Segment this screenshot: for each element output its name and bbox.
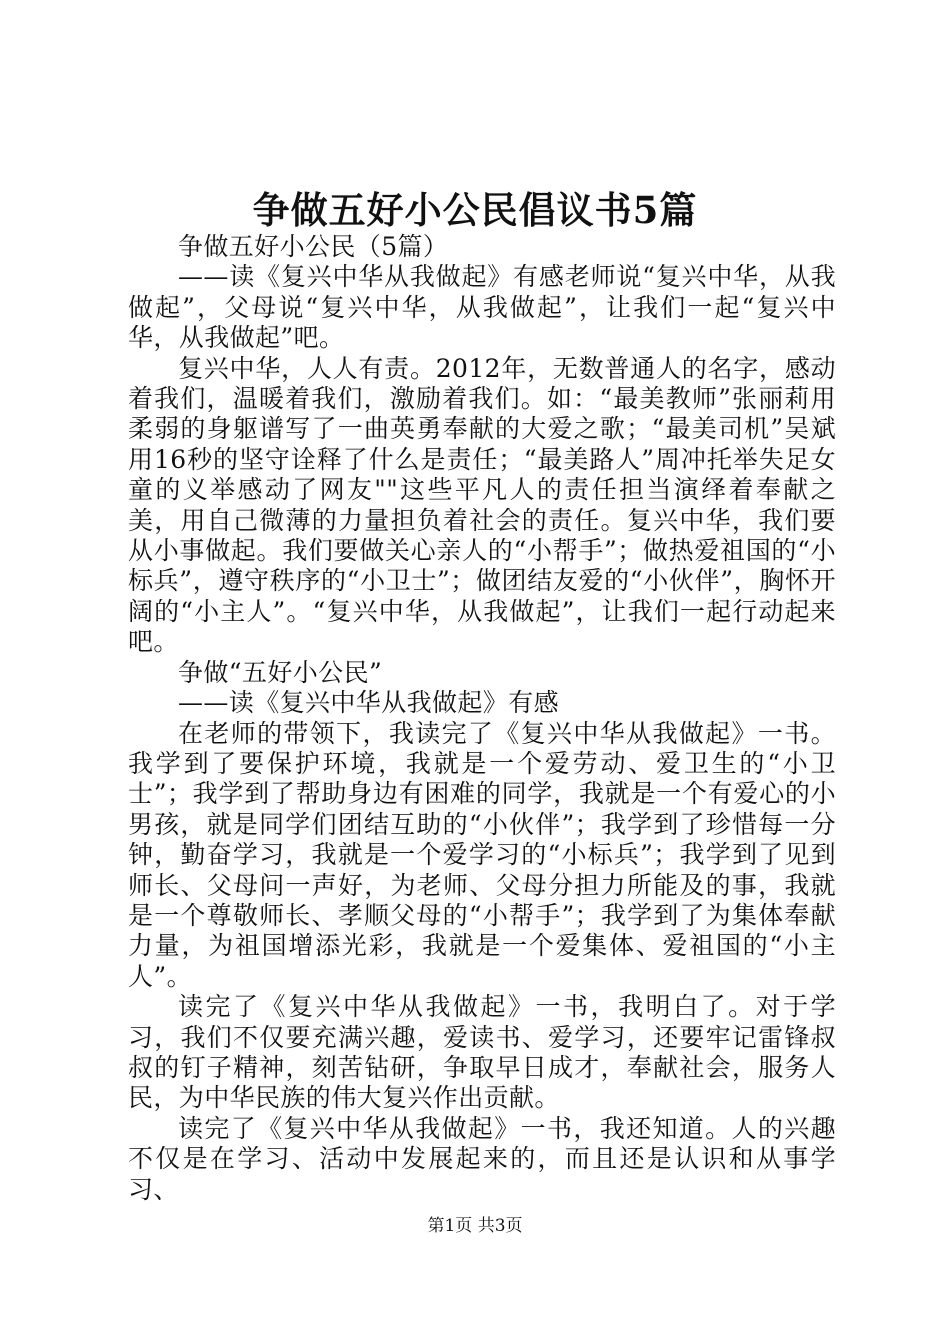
paragraph-teacher-guidance: 在老师的带领下，我读完了《复兴中华从我做起》一书。我学到了要保护环境，我就是一个爱劳动、爱卫生的“小卫士”；我学到了帮助身边有困难的同学，我就是一个有爱心的小男孩，就是同学们团结互助的“小伙伴”；我学到了珍惜每一分钟，勤奋学习，我就是一个爱学习的“小标兵”；我学到了见到师长、父母问一声好，为老师、父母分担力所能及的事，我就是一个尊敬师长、孝顺父母的“小帮手”；我学到了为集体奉献力量，为祖国增添光彩，我就是一个爱集体、爱祖国的“小主人”。 (128, 718, 836, 991)
document-body (128, 232, 836, 1205)
paragraph-intro: ——读《复兴中华从我做起》有感老师说“复兴中华，从我做起”，父母说“复兴中华，从我做起”，让我们一起“复兴中华，从我做起”吧。 (128, 262, 836, 353)
document-title: 争做五好小公民倡议书5篇 (252, 188, 698, 232)
paragraph-interest: 读完了《复兴中华从我做起》一书，我还知道。人的兴趣不仅是在学习、活动中发展起来的，而且还是认识和从事学习、 (128, 1113, 836, 1204)
page-number: 第1页 共3页 (427, 1216, 523, 1236)
paragraph-learning: 读完了《复兴中华从我做起》一书，我明白了。对于学习，我们不仅要充满兴趣，爱读书、爱学习，还要牢记雷锋叔叔的钉子精神，刻苦钻研，争取早日成才，奉献社会，服务人民，为中华民族的伟大复兴作出贡献。 (128, 992, 836, 1113)
paragraph-subtitle: 争做五好小公民（5篇） (178, 232, 449, 261)
paragraph-heading-reading: ——读《复兴中华从我做起》有感 (178, 688, 560, 718)
paragraph-revival: 复兴中华，人人有责。2012年，无数普通人的名字，感动着我们，温暖着我们，激励着我们。如：“最美教师”张丽莉用柔弱的身躯谱写了一曲英勇奉献的大爱之歌；“最美司机”吴斌用16秒的坚守诠释了什么是责任；“最美路人”周冲托举失足女童的义举感动了网友""这些平凡人的责任担当演绎着奉献之美，用自己微薄的力量担负着社会的责任。复兴中华，我们要从小事做起。我们要做关心亲人的“小帮手”；做热爱祖国的“小标兵”，遵守秩序的“小卫士”；做团结友爱的“小伙伴”，胸怀开阔的“小主人”。“复兴中华，从我做起”，让我们一起行动起来吧。 (128, 353, 836, 657)
paragraph-heading-five-good: 争做“五好小公民” (178, 657, 383, 687)
